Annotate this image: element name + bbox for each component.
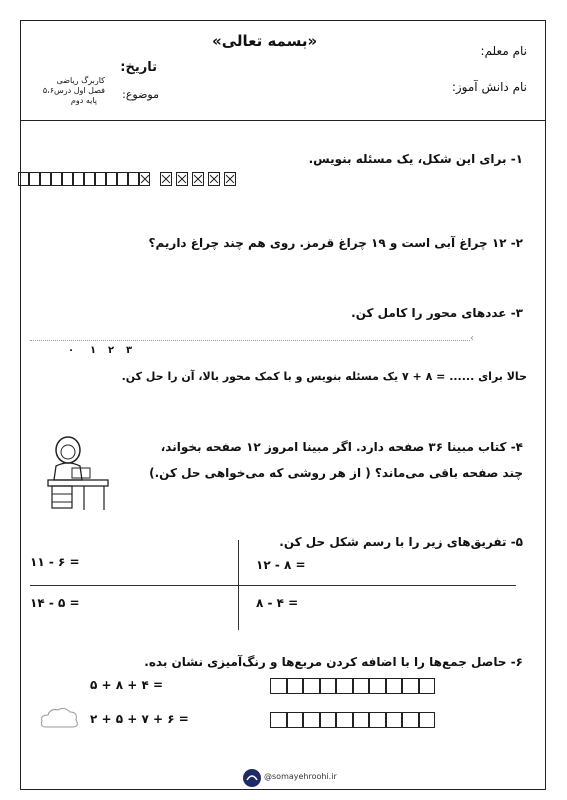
square bbox=[336, 678, 353, 694]
axis-number: ۳ bbox=[126, 345, 133, 356]
square bbox=[369, 678, 386, 694]
square bbox=[270, 678, 287, 694]
square bbox=[320, 712, 337, 728]
q5-expression: ۱۲ - ۸ = bbox=[256, 558, 306, 572]
square bbox=[336, 712, 353, 728]
question-4-line2: چند صفحه باقی می‌ماند؟ ( از هر روشی که می‌خواهی حل کن.) bbox=[149, 466, 523, 480]
reading-girl-icon bbox=[44, 432, 116, 512]
q5-expression: ۱۴ - ۵ = bbox=[30, 596, 80, 610]
crossed-square bbox=[139, 172, 150, 186]
square bbox=[402, 712, 419, 728]
square bbox=[386, 712, 403, 728]
square bbox=[353, 678, 370, 694]
square bbox=[73, 172, 84, 186]
square bbox=[320, 678, 337, 694]
crossed-square bbox=[224, 172, 236, 186]
q6-expression: ۵ + ۸ + ۴ = bbox=[90, 678, 164, 692]
square bbox=[386, 678, 403, 694]
question-6 bbox=[144, 655, 523, 669]
subject-line: فصل اول درس۵،۶ bbox=[42, 86, 105, 95]
square bbox=[369, 712, 386, 728]
square bbox=[287, 712, 304, 728]
question-5 bbox=[279, 535, 523, 549]
crossed-square bbox=[208, 172, 220, 186]
square bbox=[353, 712, 370, 728]
arrow-icon: ‹ bbox=[470, 333, 474, 344]
question-number: ۳- bbox=[510, 306, 523, 320]
grid-vertical-line bbox=[238, 540, 239, 630]
logo-icon bbox=[242, 768, 262, 788]
square bbox=[106, 172, 117, 186]
page-title: «بسمه تعالی» bbox=[212, 32, 318, 50]
subject-line: پایه دوم bbox=[70, 96, 97, 105]
page-frame bbox=[20, 20, 546, 790]
question-text: تفریق‌های زیر را با رسم شکل حل کن. bbox=[279, 535, 507, 549]
square bbox=[287, 678, 304, 694]
axis-number: ۱ bbox=[90, 345, 97, 356]
crossed-square bbox=[160, 172, 172, 186]
square bbox=[84, 172, 95, 186]
student-name-label: نام دانش آموز: bbox=[451, 80, 527, 94]
square bbox=[51, 172, 62, 186]
question-number: ۲- bbox=[510, 236, 523, 250]
question-number: ۶- bbox=[510, 655, 523, 669]
question-text: حاصل جمع‌ها را با اضافه کردن مربع‌ها و رنگ‌آمیزی نشان بده. bbox=[144, 655, 507, 669]
subject-label: موضوع: bbox=[122, 88, 159, 101]
axis-number: ۰ bbox=[68, 345, 75, 356]
grid-horizontal-line bbox=[30, 585, 516, 586]
q5-expression: ۸ - ۴ = bbox=[256, 596, 299, 610]
question-1 bbox=[309, 152, 523, 166]
square bbox=[62, 172, 73, 186]
square bbox=[419, 712, 436, 728]
crossed-square bbox=[192, 172, 204, 186]
question-text: برای این شکل، یک مسئله بنویس. bbox=[308, 152, 507, 166]
square bbox=[29, 172, 40, 186]
question-number: ۱- bbox=[510, 152, 523, 166]
square bbox=[402, 678, 419, 694]
question-text: کتاب مبینا ۳۶ صفحه دارد. اگر مبینا امروز ۱۲ صفحه بخواند، bbox=[160, 440, 507, 454]
axis-number: ۲ bbox=[108, 345, 115, 356]
subject-line: کاربرگ ریاضی bbox=[56, 76, 105, 85]
q5-expression: ۱۱ - ۶ = bbox=[30, 555, 80, 569]
square bbox=[95, 172, 106, 186]
crossed-square bbox=[176, 172, 188, 186]
teacher-name-label: نام معلم: bbox=[480, 44, 527, 58]
square bbox=[303, 678, 320, 694]
question-number: ۴- bbox=[510, 440, 523, 454]
question-4 bbox=[161, 440, 523, 454]
square bbox=[419, 678, 436, 694]
square bbox=[18, 172, 29, 186]
question-number: ۵- bbox=[510, 535, 523, 549]
footer-site: @somayehroohi.ir bbox=[264, 772, 337, 781]
q3-followup: حالا برای ...... = ۸ + ۷ یک مسئله بنویس و با کمک محور بالا، آن را حل کن. bbox=[121, 370, 527, 383]
cloud-icon bbox=[38, 705, 82, 731]
question-2 bbox=[149, 236, 523, 250]
square bbox=[40, 172, 51, 186]
date-label: تاریخ: bbox=[120, 60, 157, 75]
question-text: ۱۲ چراغ آبی است و ۱۹ چراغ قرمز. روی هم چند چراغ داریم؟ bbox=[148, 236, 507, 250]
question-3 bbox=[351, 306, 523, 320]
square bbox=[303, 712, 320, 728]
question-text: عددهای محور را کامل کن. bbox=[351, 306, 507, 320]
square bbox=[117, 172, 128, 186]
square bbox=[270, 712, 287, 728]
header-divider bbox=[20, 120, 546, 121]
q6-expression: ۲ + ۵ + ۷ + ۶ = bbox=[90, 712, 189, 726]
square bbox=[128, 172, 139, 186]
number-line bbox=[30, 340, 470, 341]
